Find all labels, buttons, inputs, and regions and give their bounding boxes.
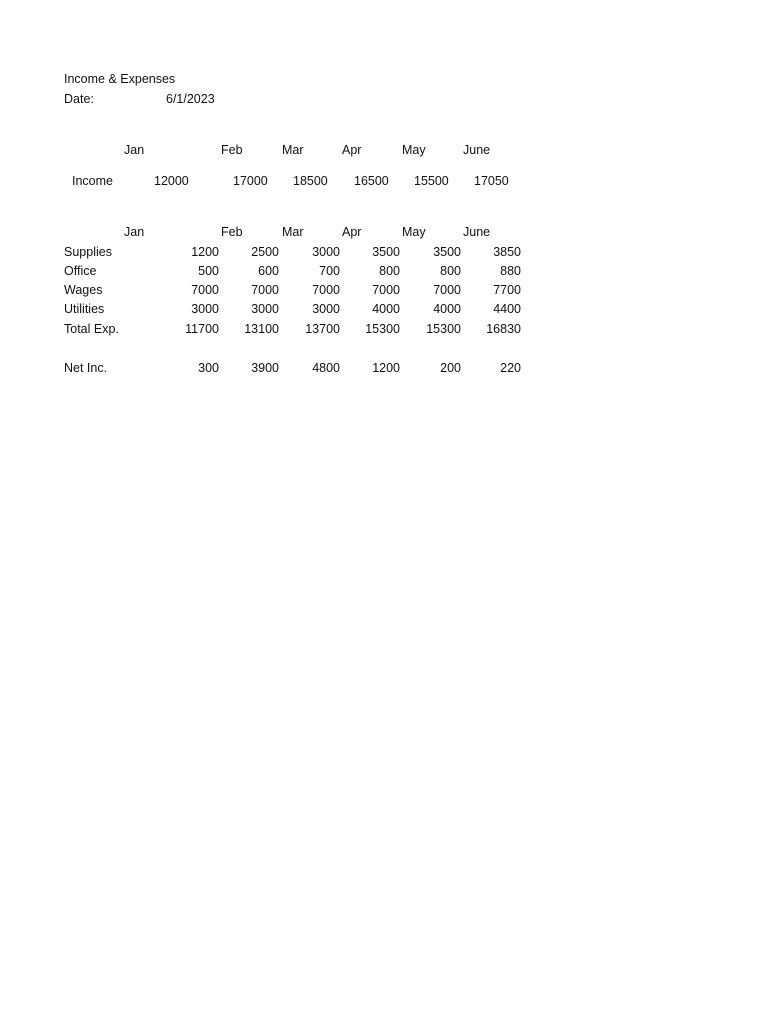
- net-income-cell: 220: [500, 361, 521, 375]
- expense-cell: 4000: [372, 302, 400, 316]
- income-value: 17050: [474, 174, 509, 188]
- total-expenses-cell: 15300: [426, 322, 461, 336]
- expense-row-label: Office: [64, 264, 97, 278]
- expense-cell: 4000: [433, 302, 461, 316]
- expense-cell: 3000: [191, 302, 219, 316]
- expense-cell: 7000: [191, 283, 219, 297]
- total-expenses-cell: 13700: [305, 322, 340, 336]
- expense-cell: 600: [258, 264, 279, 278]
- expense-cell: 3000: [312, 245, 340, 259]
- net-income-cell: 200: [440, 361, 461, 375]
- income-value: 18500: [293, 174, 328, 188]
- expense-cell: 7000: [433, 283, 461, 297]
- income-value: 12000: [154, 174, 189, 188]
- expense-cell: 700: [319, 264, 340, 278]
- total-expenses-label: Total Exp.: [64, 322, 119, 336]
- expense-cell: 3500: [433, 245, 461, 259]
- expense-month-header: May: [402, 225, 426, 239]
- expense-cell: 3000: [312, 302, 340, 316]
- net-income-cell: 4800: [312, 361, 340, 375]
- expense-cell: 800: [379, 264, 400, 278]
- net-income-label: Net Inc.: [64, 361, 108, 375]
- expense-cell: 1200: [191, 245, 219, 259]
- expense-cell: 800: [440, 264, 461, 278]
- net-income-cell: 1200: [372, 361, 400, 375]
- expense-cell: 7000: [372, 283, 400, 297]
- expense-cell: 7000: [251, 283, 279, 297]
- income-month-header: May: [402, 143, 426, 157]
- total-expenses-cell: 13100: [244, 322, 279, 336]
- income-month-header: Apr: [342, 143, 362, 157]
- total-expenses-cell: 15300: [365, 322, 400, 336]
- expense-cell: 7700: [493, 283, 521, 297]
- expense-cell: 3000: [251, 302, 279, 316]
- total-expenses-cell: 11700: [185, 322, 219, 336]
- expense-month-header: Jan: [124, 225, 145, 239]
- net-income-cell: 300: [198, 361, 219, 375]
- net-income-cell: 3900: [251, 361, 279, 375]
- expense-row-label: Utilities: [64, 302, 105, 316]
- expense-cell: 2500: [251, 245, 279, 259]
- expense-row-label: Supplies: [64, 245, 112, 259]
- total-expenses-cell: 16830: [486, 322, 521, 336]
- expense-cell: 7000: [312, 283, 340, 297]
- income-value: 15500: [414, 174, 449, 188]
- expense-row-label: Wages: [64, 283, 103, 297]
- date-label: Date:: [64, 92, 94, 106]
- expense-cell: 3850: [493, 245, 521, 259]
- income-month-header: Mar: [282, 143, 304, 157]
- expense-month-header: Apr: [342, 225, 362, 239]
- expense-cell: 500: [198, 264, 219, 278]
- date-value: 6/1/2023: [166, 92, 215, 106]
- expense-month-header: Mar: [282, 225, 304, 239]
- income-month-header: Jan: [124, 143, 145, 157]
- expense-month-header: Feb: [221, 225, 243, 239]
- income-month-header: June: [463, 143, 491, 157]
- income-month-header: Feb: [221, 143, 243, 157]
- income-value: 17000: [233, 174, 268, 188]
- expense-month-header: June: [463, 225, 491, 239]
- expense-cell: 4400: [493, 302, 521, 316]
- income-row-label: Income: [72, 174, 113, 188]
- page-title: Income & Expenses: [64, 72, 176, 86]
- income-value: 16500: [354, 174, 389, 188]
- expense-cell: 3500: [372, 245, 400, 259]
- expense-cell: 880: [500, 264, 521, 278]
